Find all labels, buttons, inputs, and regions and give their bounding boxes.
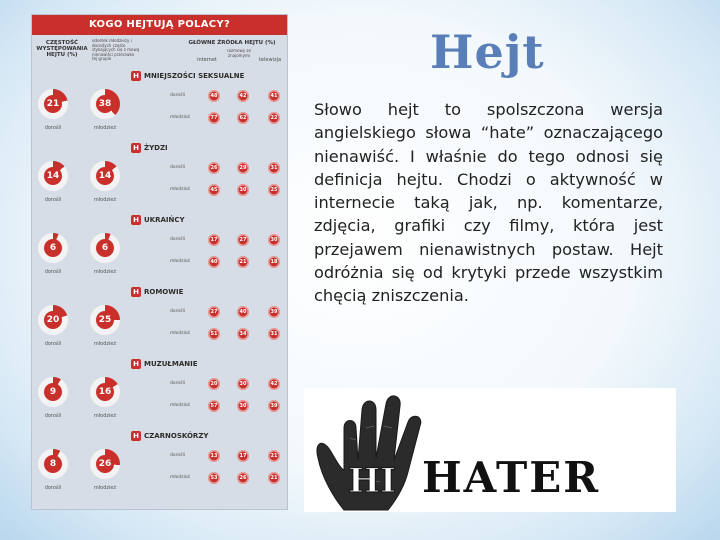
section-title: CZARNOSKÓRZY	[144, 432, 209, 440]
section-title: MUZUŁMANIE	[144, 360, 198, 368]
percentage-ring	[90, 377, 120, 407]
percentage-ring	[90, 161, 120, 191]
percentage-value: 26	[96, 455, 114, 473]
source-label-tv: telewizja	[258, 57, 282, 63]
hater-text: HATER	[422, 453, 601, 502]
percentage-ring	[38, 305, 68, 335]
source-row-label: dorośli	[170, 237, 185, 242]
source-value-dot: 42	[268, 378, 280, 390]
source-value-dot: 27	[237, 234, 249, 246]
source-value-dot: 31	[268, 328, 280, 340]
infographic-section	[32, 431, 287, 503]
percentage-ring	[38, 233, 68, 263]
header-sources-label: GŁÓWNE ŹRÓDŁA HEJTU (%)	[188, 40, 276, 46]
hate-badge-icon: H	[131, 431, 141, 441]
ring-caption: młodzież	[93, 413, 117, 419]
source-value-dot: 53	[208, 472, 220, 484]
header-frequency-label: CZĘSTOŚĆ WYSTĘPOWANIA HEJTU (%)	[36, 40, 88, 58]
source-value-dot: 26	[208, 162, 220, 174]
ring-caption: dorośli	[44, 413, 62, 419]
source-value-dot: 13	[208, 450, 220, 462]
header-frequency-note: odsetek młodzieży i dorosłych często stykających się z mową nienawiści przeciwko tej grupie	[92, 38, 140, 62]
percentage-ring	[38, 89, 68, 119]
ring-caption: dorośli	[44, 341, 62, 347]
source-value-dot: 20	[208, 378, 220, 390]
source-row-label: młodzież	[170, 475, 191, 480]
source-value-dot: 30	[237, 184, 249, 196]
ring-caption: młodzież	[93, 269, 117, 275]
infographic-title: KOGO HEJTUJĄ POLACY?	[32, 15, 287, 35]
ring-caption: dorośli	[44, 269, 62, 275]
percentage-value: 14	[96, 167, 114, 185]
source-row-label: dorośli	[170, 309, 185, 314]
source-row-label: młodzież	[170, 259, 191, 264]
ring-caption: młodzież	[93, 125, 117, 131]
source-value-dot: 25	[268, 184, 280, 196]
source-row-label: dorośli	[170, 453, 185, 458]
ring-caption: dorośli	[44, 125, 62, 131]
percentage-value: 8	[44, 455, 62, 473]
source-value-dot: 29	[237, 162, 249, 174]
ring-caption: dorośli	[44, 197, 62, 203]
percentage-ring	[90, 233, 120, 263]
infographic-section	[32, 359, 287, 431]
source-row-label: młodzież	[170, 403, 191, 408]
source-row-label: dorośli	[170, 93, 185, 98]
hate-badge-icon: H	[131, 287, 141, 297]
ring-caption: młodzież	[93, 197, 117, 203]
source-value-dot: 40	[208, 256, 220, 268]
source-value-dot: 62	[237, 112, 249, 124]
percentage-value: 20	[44, 311, 62, 329]
section-title: ROMOWIE	[144, 288, 184, 296]
section-title: UKRAIŃCY	[144, 216, 185, 224]
percentage-ring	[90, 449, 120, 479]
percentage-ring	[90, 305, 120, 335]
slide-title-text: Hejt	[430, 25, 545, 79]
source-value-dot: 18	[268, 256, 280, 268]
source-value-dot: 30	[237, 400, 249, 412]
ring-caption: młodzież	[93, 341, 117, 347]
source-value-dot: 34	[237, 328, 249, 340]
source-value-dot: 26	[237, 472, 249, 484]
source-value-dot: 22	[268, 112, 280, 124]
percentage-value: 9	[44, 383, 62, 401]
source-value-dot: 39	[268, 306, 280, 318]
percentage-value: 6	[96, 239, 114, 257]
source-value-dot: 21	[268, 450, 280, 462]
source-value-dot: 42	[237, 90, 249, 102]
percentage-value: 25	[96, 311, 114, 329]
percentage-value: 38	[96, 95, 114, 113]
source-label-friends: rozmowy ze znajomymi	[227, 48, 251, 58]
source-row-label: dorośli	[170, 165, 185, 170]
source-label-internet: internet	[197, 57, 217, 63]
percentage-ring	[38, 449, 68, 479]
source-value-dot: 51	[208, 328, 220, 340]
hate-badge-icon: H	[131, 359, 141, 369]
slide-title	[430, 24, 545, 80]
source-value-dot: 45	[208, 184, 220, 196]
source-value-dot: 39	[268, 400, 280, 412]
percentage-ring	[38, 161, 68, 191]
source-row-label: młodzież	[170, 331, 191, 336]
infographic-section	[32, 71, 287, 143]
source-value-dot: 30	[268, 234, 280, 246]
hand-print-graphic	[304, 388, 676, 512]
percentage-ring	[90, 89, 120, 119]
source-value-dot: 21	[237, 256, 249, 268]
source-value-dot: 27	[208, 306, 220, 318]
source-value-dot: 21	[268, 472, 280, 484]
infographic-section	[32, 143, 287, 215]
percentage-value: 14	[44, 167, 62, 185]
source-value-dot: 48	[208, 90, 220, 102]
hate-definition-text: Słowo hejt to spolszczona wersja angielskiego słowa “hate” oznaczającego nienawiść. I właśnie do tego odnosi się definicja hejtu. Chodzi o aktywność w internecie taką jak, np. komentarze, zdjęcia, grafiki czy filmy, która jest przejawem nienawistnych postaw. Hejt odróżnia się od krytyki przede wszystkim chęcią zniszczenia.	[314, 100, 663, 306]
source-value-dot: 77	[208, 112, 220, 124]
ring-caption: młodzież	[93, 485, 117, 491]
infographic-section	[32, 287, 287, 359]
source-value-dot: 31	[268, 162, 280, 174]
source-value-dot: 40	[237, 306, 249, 318]
source-value-dot: 41	[268, 90, 280, 102]
percentage-ring	[38, 377, 68, 407]
section-title: ŻYDZI	[144, 144, 168, 152]
source-row-label: młodzież	[170, 115, 191, 120]
hate-badge-icon: H	[131, 143, 141, 153]
source-row-label: młodzież	[170, 187, 191, 192]
palm-text: HI	[348, 461, 397, 501]
percentage-value: 16	[96, 383, 114, 401]
ring-caption: dorośli	[44, 485, 62, 491]
source-value-dot: 57	[208, 400, 220, 412]
percentage-value: 6	[44, 239, 62, 257]
hater-hand-image	[304, 388, 676, 512]
hate-badge-icon: H	[131, 215, 141, 225]
hate-badge-icon: H	[131, 71, 141, 81]
section-title: MNIEJSZOŚCI SEKSUALNE	[144, 72, 245, 80]
infographic-section	[32, 215, 287, 287]
source-value-dot: 17	[208, 234, 220, 246]
source-value-dot: 30	[237, 378, 249, 390]
source-row-label: dorośli	[170, 381, 185, 386]
source-value-dot: 17	[237, 450, 249, 462]
percentage-value: 21	[44, 95, 62, 113]
hate-infographic	[31, 14, 288, 510]
